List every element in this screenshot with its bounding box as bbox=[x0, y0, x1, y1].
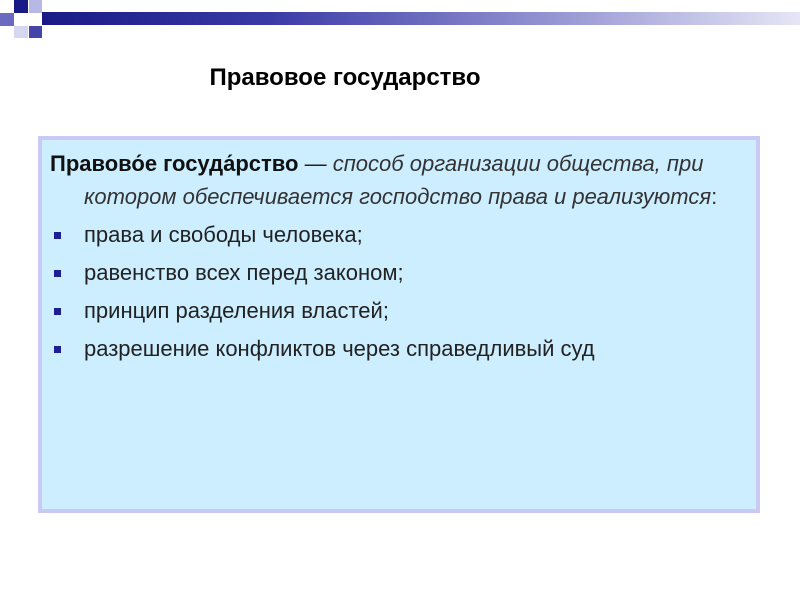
deco-square-navy bbox=[14, 0, 28, 13]
list-item bbox=[50, 333, 744, 365]
square-bullet-icon bbox=[54, 308, 61, 315]
content-box bbox=[38, 136, 760, 513]
list-item-text: права и свободы человека; bbox=[84, 222, 363, 247]
definition-paragraph bbox=[50, 147, 744, 213]
bullet-list bbox=[50, 219, 744, 365]
list-item bbox=[50, 295, 744, 327]
list-item-text: принцип разделения властей; bbox=[84, 298, 389, 323]
list-item-text: разрешение конфликтов через справедливый суд bbox=[84, 336, 595, 361]
square-bullet-icon bbox=[54, 232, 61, 239]
list-item bbox=[50, 257, 744, 289]
definition-term: Правово́е госуда́рство bbox=[50, 151, 299, 176]
square-bullet-icon bbox=[54, 346, 61, 353]
deco-square-mid bbox=[0, 13, 14, 26]
definition-dash: — bbox=[304, 151, 327, 176]
header-gradient-bar bbox=[42, 12, 800, 25]
deco-square-dark bbox=[29, 26, 42, 38]
list-item-text: равенство всех перед законом; bbox=[84, 260, 404, 285]
list-item bbox=[50, 219, 744, 251]
corner-decoration bbox=[0, 0, 60, 50]
deco-square-pale bbox=[14, 26, 28, 38]
definition-colon: : bbox=[711, 184, 718, 209]
square-bullet-icon bbox=[54, 270, 61, 277]
definition-text: способ организации общества, при котором обеспечивается господство права и реализуются bbox=[84, 151, 712, 209]
deco-square-light bbox=[29, 0, 42, 13]
slide-title: Правовое государство bbox=[209, 64, 481, 91]
